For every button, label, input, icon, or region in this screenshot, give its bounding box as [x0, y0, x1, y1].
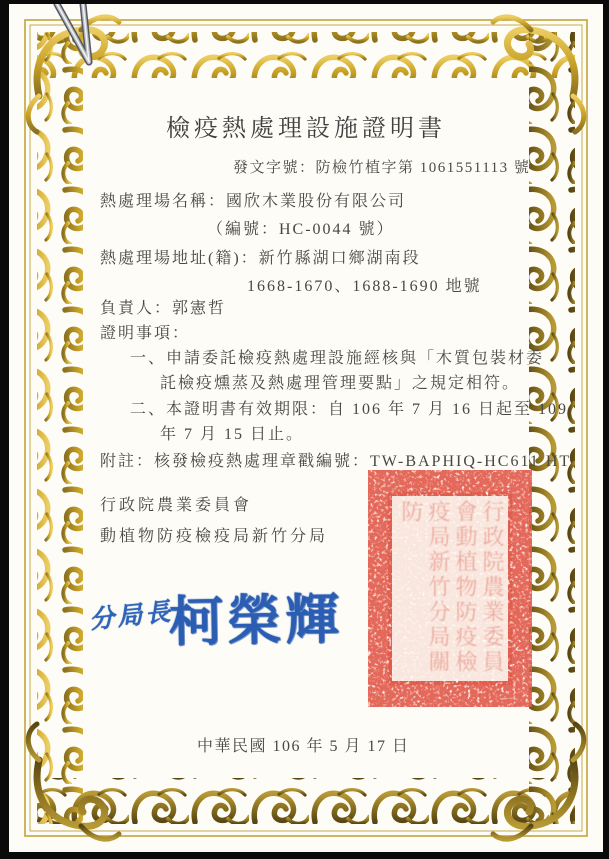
certification-heading: 證明事項： — [100, 325, 191, 342]
signer-name-stamp: 柯榮輝 — [168, 589, 344, 653]
agency-name-line-1: 行政院農業委員會 — [100, 497, 253, 514]
note-line: 附註：核發檢疫熱處理章戳編號：TW-BAPHIQ-HC611 HT — [100, 453, 572, 470]
seal-inscription: 行政院農業委員會動植物防疫檢疫局新竹分局關防 — [399, 500, 505, 675]
facility-address-line-1: 熱處理場地址(籍)：新竹縣湖口鄉湖南段 — [100, 250, 421, 267]
facility-name-line: 熱處理場名稱：國欣木業股份有限公司 — [100, 193, 407, 210]
certificate-paper — [9, 4, 603, 852]
document-number: 發文字號：防檢竹植字第 1061551113 號 — [233, 160, 531, 176]
certification-item-2-line-1: 二、本證明書有效期限：自 106 年 7 月 16 日起至 109 — [130, 401, 569, 418]
facility-address-line-2: 1668-1670、1688-1690 地號 — [247, 278, 482, 295]
agency-name-line-2: 動植物防疫檢疫局新竹分局 — [100, 528, 329, 545]
responsible-person-line: 負責人：郭憲哲 — [100, 300, 227, 317]
certification-item-1-line-2: 託檢疫燻蒸及熱處理管理要點」之規定相符。 — [160, 375, 521, 392]
certification-item-2-line-2: 年 7 月 15 日止。 — [160, 426, 305, 443]
certification-item-1-line-1: 一、申請委託檢疫熱處理設施經核與「木質包裝材委 — [130, 350, 545, 367]
certificate-title: 檢疫熱處理設施證明書 — [166, 116, 446, 142]
signer-title-stamp: 分局長 — [88, 598, 175, 635]
issue-date: 中華民國 106 年 5 月 17 日 — [197, 738, 410, 755]
facility-code-line: （編號：HC-0044 號） — [207, 221, 395, 238]
paper-clip-icon — [49, 4, 119, 74]
red-official-seal — [368, 470, 532, 707]
